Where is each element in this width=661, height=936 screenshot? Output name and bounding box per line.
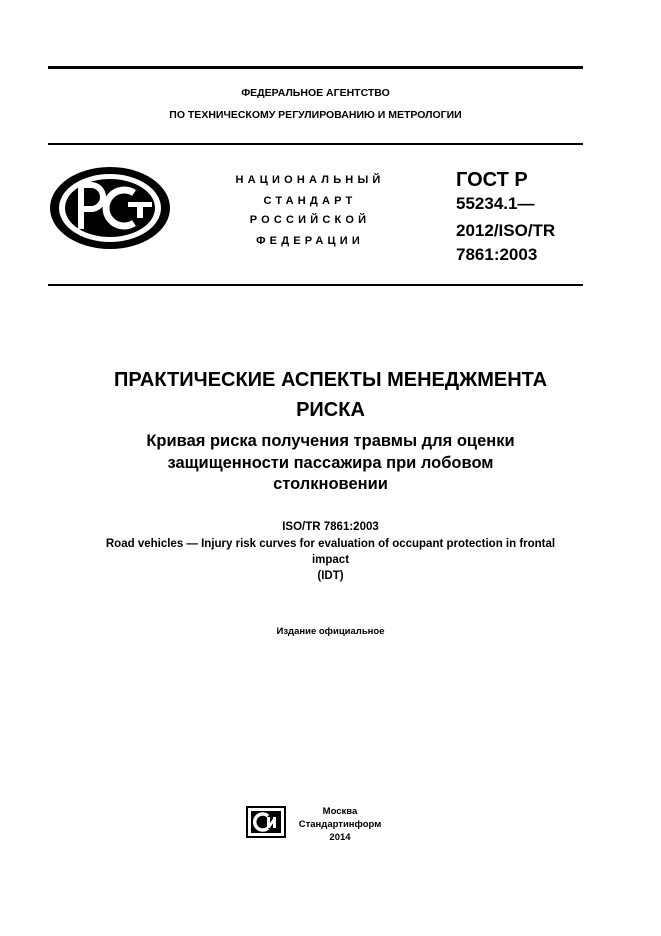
rst-logo (48, 165, 172, 251)
standard-kind-line-2: СТАНДАРТ (263, 195, 357, 207)
standard-kind-line-1: НАЦИОНАЛЬНЫЙ (235, 174, 385, 186)
title-sub-line-1: Кривая риска получения травмы для оценки (146, 432, 515, 450)
title-sub-line-2: защищенности пассажира при лобовом (167, 454, 494, 472)
designation-rule (48, 284, 583, 286)
title-main-line-1: ПРАКТИЧЕСКИЕ АСПЕКТЫ МЕНЕДЖМЕНТА (113, 369, 548, 391)
title-main-line-2: РИСКА (296, 399, 365, 421)
intl-title-line-1: Road vehicles — Injury risk curves for evaluation of occupant protection in frontal (105, 538, 556, 550)
designation-line-1: ГОСТ Р (456, 169, 528, 191)
publisher-year: 2014 (329, 832, 351, 843)
header-rule (48, 143, 583, 145)
designation-line-2: 55234.1— (456, 194, 535, 213)
publisher-city: Москва (322, 806, 358, 817)
standard-kind-line-4: ФЕДЕРАЦИИ (256, 235, 364, 247)
intl-code: ISO/TR 7861:2003 (282, 521, 379, 533)
standard-kind-line-3: РОССИЙСКОЙ (249, 214, 371, 226)
designation-line-4: 7861:2003 (456, 245, 538, 264)
standartinform-logo (246, 806, 286, 838)
title-sub-line-3: столкновении (273, 475, 388, 493)
publisher-name: Стандартинформ (298, 819, 382, 830)
edition-label: Издание официальное (276, 626, 385, 637)
agency-line-2: ПО ТЕХНИЧЕСКОМУ РЕГУЛИРОВАНИЮ И МЕТРОЛОГИИ (169, 109, 462, 121)
designation-line-3: 2012/ISO/TR (456, 221, 556, 240)
top-rule (48, 66, 583, 69)
agency-line-1: ФЕДЕРАЛЬНОЕ АГЕНТСТВО (241, 87, 390, 99)
intl-title-line-2: impact (311, 554, 350, 566)
intl-idt: (IDT) (317, 570, 344, 582)
